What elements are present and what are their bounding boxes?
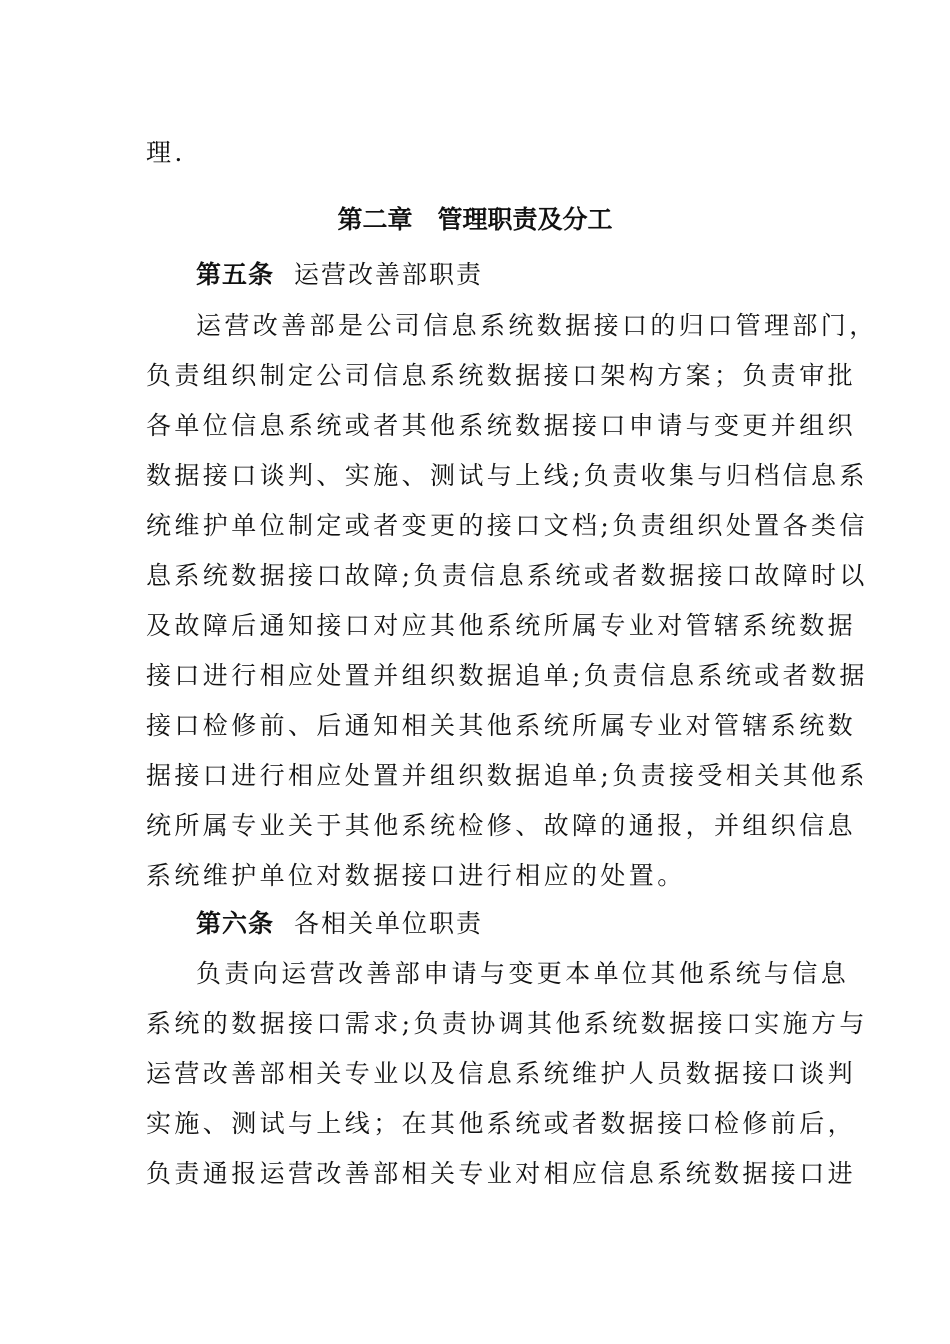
article-6-line-2: 系统的数据接口需求;负责协调其他系统数据接口实施方与 xyxy=(146,1009,868,1038)
article-5-line-10: 据接口进行相应处置并组织数据追单;负责接受相关其他系 xyxy=(146,761,868,790)
continuation-line: 理. xyxy=(146,138,186,167)
article-5-number: 第五条 xyxy=(196,260,275,289)
article-6-number: 第六条 xyxy=(196,909,275,938)
article-6-line-4: 实施、测试与上线；在其他系统或者数据接口检修前后， xyxy=(146,1109,857,1138)
article-5-heading xyxy=(196,260,483,290)
article-5-line-8: 接口进行相应处置并组织数据追单;负责信息系统或者数据 xyxy=(146,661,868,690)
article-6-line-5: 负责通报运营改善部相关专业对相应信息系统数据接口进 xyxy=(146,1159,857,1188)
article-6-heading xyxy=(196,909,483,939)
article-5-line-3: 各单位信息系统或者其他系统数据接口申请与变更并组织 xyxy=(146,411,857,440)
article-5-line-5: 统维护单位制定或者变更的接口文档;负责组织处置各类信 xyxy=(146,511,868,540)
article-5-line-9: 接口检修前、后通知相关其他系统所属专业对管辖系统数 xyxy=(146,711,857,740)
article-6-line-1: 负责向运营改善部申请与变更本单位其他系统与信息 xyxy=(196,959,850,988)
article-6-title: 各相关单位职责 xyxy=(294,909,484,938)
chapter-title: 第二章 管理职责及分工 xyxy=(337,205,613,234)
article-5-line-2: 负责组织制定公司信息系统数据接口架构方案；负责审批 xyxy=(146,361,857,390)
article-5-line-1: 运营改善部是公司信息系统数据接口的归口管理部门， xyxy=(196,311,878,340)
article-6-line-3: 运营改善部相关专业以及信息系统维护人员数据接口谈判 xyxy=(146,1059,857,1088)
article-5-line-7: 及故障后通知接口对应其他系统所属专业对管辖系统数据 xyxy=(146,611,857,640)
article-5-line-12: 系统维护单位对数据接口进行相应的处置。 xyxy=(146,861,686,890)
article-5-line-11: 统所属专业关于其他系统检修、故障的通报，并组织信息 xyxy=(146,811,857,840)
article-5-line-6: 息系统数据接口故障;负责信息系统或者数据接口故障时以 xyxy=(146,561,868,590)
article-5-line-4: 数据接口谈判、实施、测试与上线;负责收集与归档信息系 xyxy=(146,461,868,490)
article-5-title: 运营改善部职责 xyxy=(294,260,484,289)
